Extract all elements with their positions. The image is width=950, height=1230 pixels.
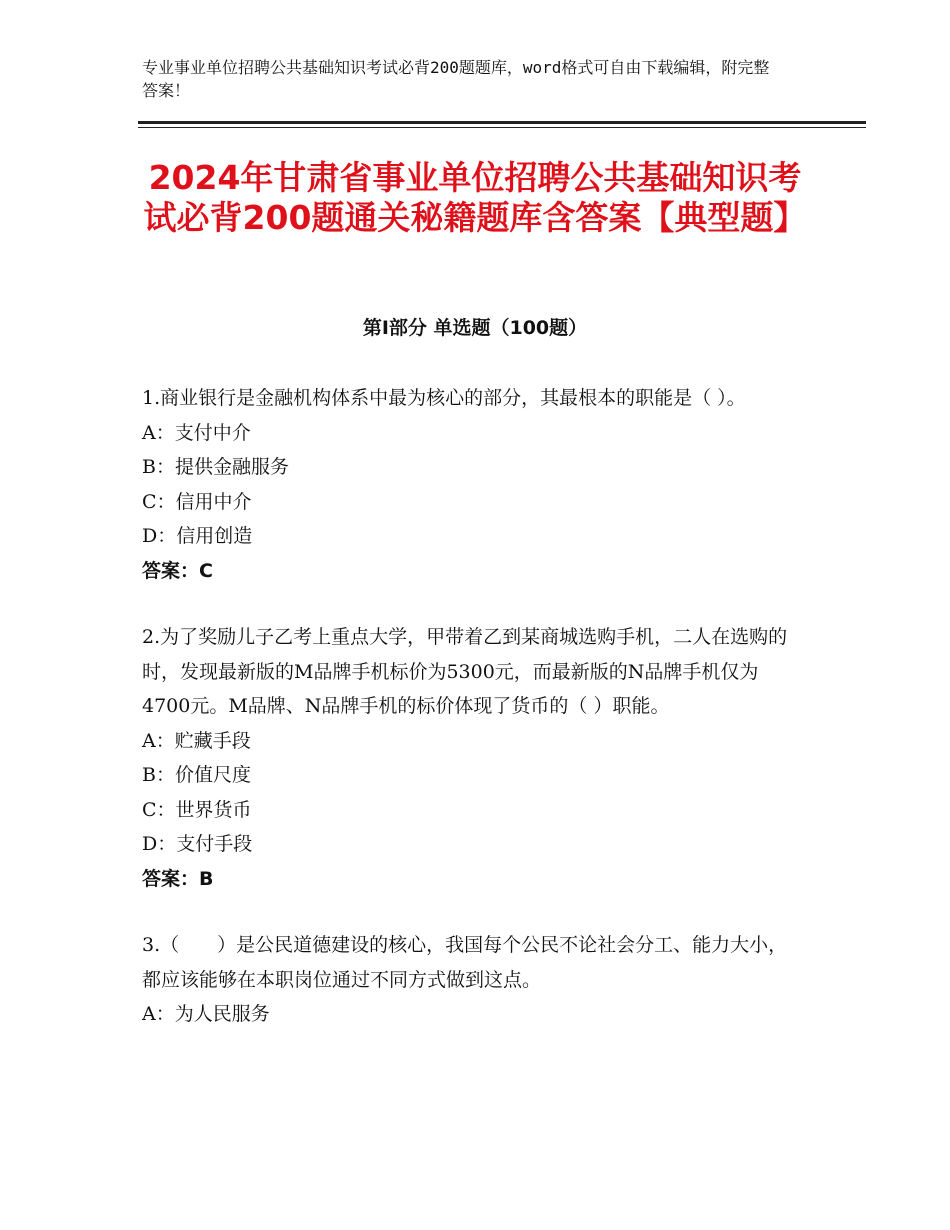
- option-b: B：价值尺度: [142, 764, 251, 786]
- option-a: A：为人民服务: [142, 1003, 270, 1025]
- option-a: A：贮藏手段: [142, 729, 251, 752]
- answer: 答案：B: [142, 867, 214, 890]
- question-3: [142, 928, 802, 1032]
- option-c: C：世界货币: [142, 798, 252, 821]
- section-title: 第Ⅰ部分 单选题（100题）: [362, 317, 588, 339]
- question-stem: 3.（ ）是公民道德建设的核心，我国每个公民不论社会分工、能力大小，都应该能够在本职岗位通过不同方式做到这点。: [142, 934, 788, 991]
- option-b: B：提供金融服务: [142, 456, 289, 478]
- header-divider-thin: [138, 127, 866, 128]
- option-c: C：信用中介: [142, 490, 252, 513]
- option-d: D：信用创造: [142, 525, 253, 547]
- option-a: A：支付中介: [142, 421, 251, 444]
- option-d: D：支付手段: [142, 833, 253, 855]
- answer: 答案：C: [142, 559, 213, 582]
- question-stem: 2.为了奖励儿子乙考上重点大学，甲带着乙到某商城选购手机，二人在选购的时，发现最新版的M品牌手机标价为5300元，而最新版的N品牌手机仅为4700元。M品牌、N品牌手机的标价体现了货币的（ ）职能。: [142, 626, 788, 717]
- question-list: [142, 381, 802, 1064]
- question-2: [142, 620, 802, 896]
- question-1: [142, 381, 802, 588]
- header-note: 专业事业单位招聘公共基础知识考试必背200题题库，word格式可自由下载编辑，附完整答案！: [142, 58, 770, 100]
- header-divider: [138, 121, 866, 124]
- question-stem: 1.商业银行是金融机构体系中最为核心的部分，其最根本的职能是（ ）。: [142, 387, 746, 409]
- document-title: 2024年甘肃省事业单位招聘公共基础知识考试必背200题通关秘籍题库含答案【典型题】: [143, 158, 807, 237]
